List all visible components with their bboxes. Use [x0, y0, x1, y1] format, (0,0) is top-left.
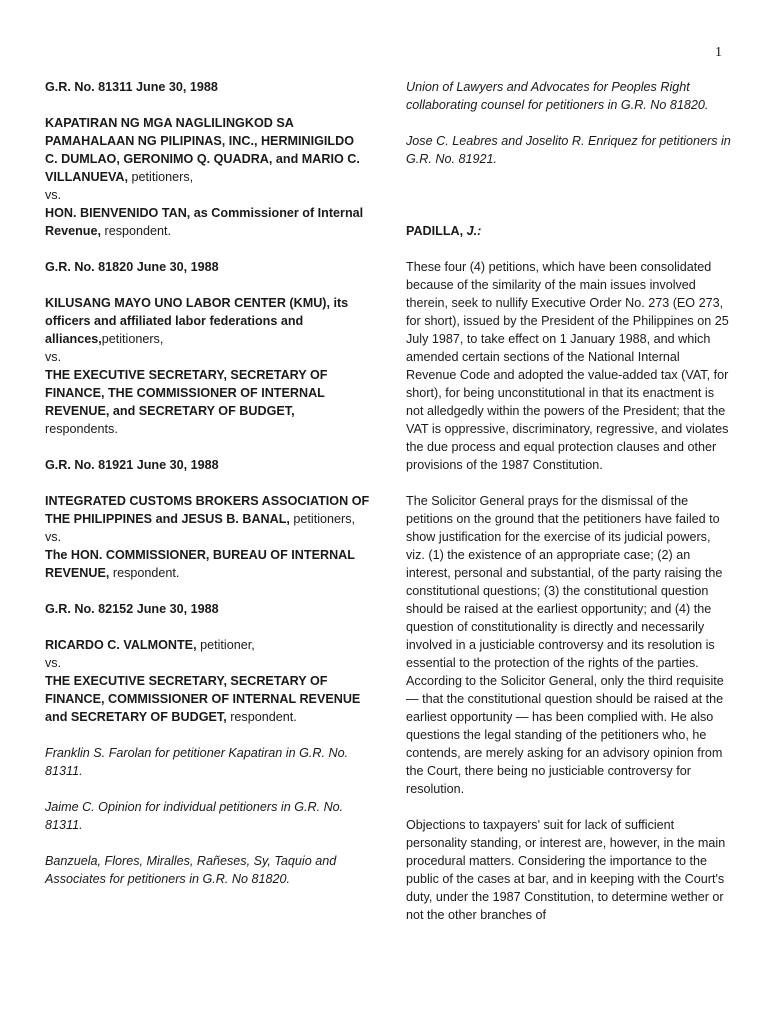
respondents-names: THE EXECUTIVE SECRETARY, SECRETARY OF FINANCE, THE COMMISSIONER OF INTERNAL REVENUE, and SECRETARY OF BUDGET,	[45, 368, 328, 418]
author-name: PADILLA,	[406, 224, 464, 238]
petitioners-role: petitioner,	[196, 638, 255, 652]
respondents-role: respondent.	[226, 710, 297, 724]
versus: vs.	[45, 530, 62, 544]
parties	[45, 294, 370, 438]
petitioners-names: KAPATIRAN NG MGA NAGLILINGKOD SA PAMAHALAAN NG PILIPINAS, INC., HERMINIGILDO C. DUMLAO, GERONIMO Q. QUADRA, and MARIO C. VILLANUEVA,	[45, 116, 360, 184]
body-paragraph: Objections to taxpayers' suit for lack of sufficient personality standing, or interest are, however, in the main procedural matters. Considering the importance to the public of the cases at bar, and in keeping with the Court's duty, under the 1987 Constitution, to determine wether or not the other branches of	[406, 818, 726, 922]
respondents-role: respondent.	[101, 224, 172, 238]
case-caption	[45, 78, 370, 240]
body-paragraph: These four (4) petitions, which have been consolidated because of the similarity of the main issues involved therein, seek to nullify Executive Order No. 273 (EO 273, for short), issued by the President of the Philippines on 25 July 1987, to take effect on 1 January 1988, and which amended certain sections of the National Internal Revenue Code and adopted the value-added tax (VAT, for short), for being unconstitutional in that its enactment is not alledgedly within the powers of the President; that the VAT is oppressive, discriminatory, regressive, and violates the due process and equal protection clauses and other provisions of the 1987 Constitution.	[406, 260, 729, 472]
respondents-names: The HON. COMMISSIONER, BUREAU OF INTERNAL REVENUE,	[45, 548, 355, 580]
petitioners-names: KILUSANG MAYO UNO LABOR CENTER (KMU), its officers and affiliated labor federations and alliances,	[45, 296, 349, 346]
body-paragraph: The Solicitor General prays for the dismissal of the petitions on the ground that the petitioners have failed to show justification for the exercise of its judicial powers, viz. (1) the existence of an appropriate case; (2) an interest, personal and substantial, of the party raising the constitutional questions; (3) the constitutional question should be raised at the earliest opportunity; and (4) the question of constitutionality is directly and necessarily involved in a justiciable controversy and its resolution is essential to the protection of the rights of the parties. According to the Solicitor General, only the third requisite — that the constitutional question should be raised at the earliest opportunity — has been complied with. He also questions the legal standing of the petitioners who, he contends, are merely asking for an advisory opinion from the Court, there being no justiciable controversy for resolution.	[406, 494, 724, 796]
case-caption	[45, 600, 370, 726]
versus: vs.	[45, 188, 62, 202]
case-caption	[45, 258, 370, 438]
versus: vs.	[45, 656, 62, 670]
case-caption	[45, 456, 370, 582]
respondents-role: respondents.	[45, 422, 118, 436]
petitioners-names: INTEGRATED CUSTOMS BROKERS ASSOCIATION OF THE PHILIPPINES and JESUS B. BANAL,	[45, 494, 370, 526]
parties	[45, 114, 370, 240]
gr-number: G.R. No. 81921 June 30, 1988	[45, 458, 219, 472]
petitioners-names: RICARDO C. VALMONTE,	[45, 638, 197, 652]
right-column	[406, 78, 732, 942]
page-number: 1	[715, 45, 722, 60]
gr-number: G.R. No. 82152 June 30, 1988	[45, 602, 219, 616]
counsel-note: Banzuela, Flores, Miralles, Rañeses, Sy, Taquio and Associates for petitioners in G.R. No 81820.	[45, 854, 337, 886]
petitioners-role: petitioners,	[289, 512, 356, 526]
author-title: J.:	[463, 224, 482, 238]
respondents-names: HON. BIENVENIDO TAN, as Commissioner of Internal Revenue,	[45, 206, 364, 238]
parties	[45, 636, 370, 726]
parties	[45, 492, 370, 582]
gr-number: G.R. No. 81311 June 30, 1988	[45, 80, 218, 94]
versus: vs.	[45, 350, 62, 364]
petitioners-role: petitioners,	[128, 170, 194, 184]
respondents-names: THE EXECUTIVE SECRETARY, SECRETARY OF FINANCE, COMMISSIONER OF INTERNAL REVENUE and SECRETARY OF BUDGET,	[45, 674, 361, 724]
counsel-note: Jaime C. Opinion for individual petitioners in G.R. No. 81311.	[45, 800, 344, 832]
left-column	[45, 78, 370, 906]
counsel-note: Union of Lawyers and Advocates for Peoples Right collaborating counsel for petitioners in G.R. No 81820.	[406, 80, 709, 112]
opinion-author	[406, 222, 732, 240]
respondents-role: respondent.	[109, 566, 180, 580]
counsel-note: Franklin S. Farolan for petitioner Kapatiran in G.R. No. 81311.	[45, 746, 349, 778]
petitioners-role: petitioners,	[101, 332, 164, 346]
gr-number: G.R. No. 81820 June 30, 1988	[45, 260, 219, 274]
counsel-note: Jose C. Leabres and Joselito R. Enriquez for petitioners in G.R. No. 81921.	[406, 134, 731, 166]
